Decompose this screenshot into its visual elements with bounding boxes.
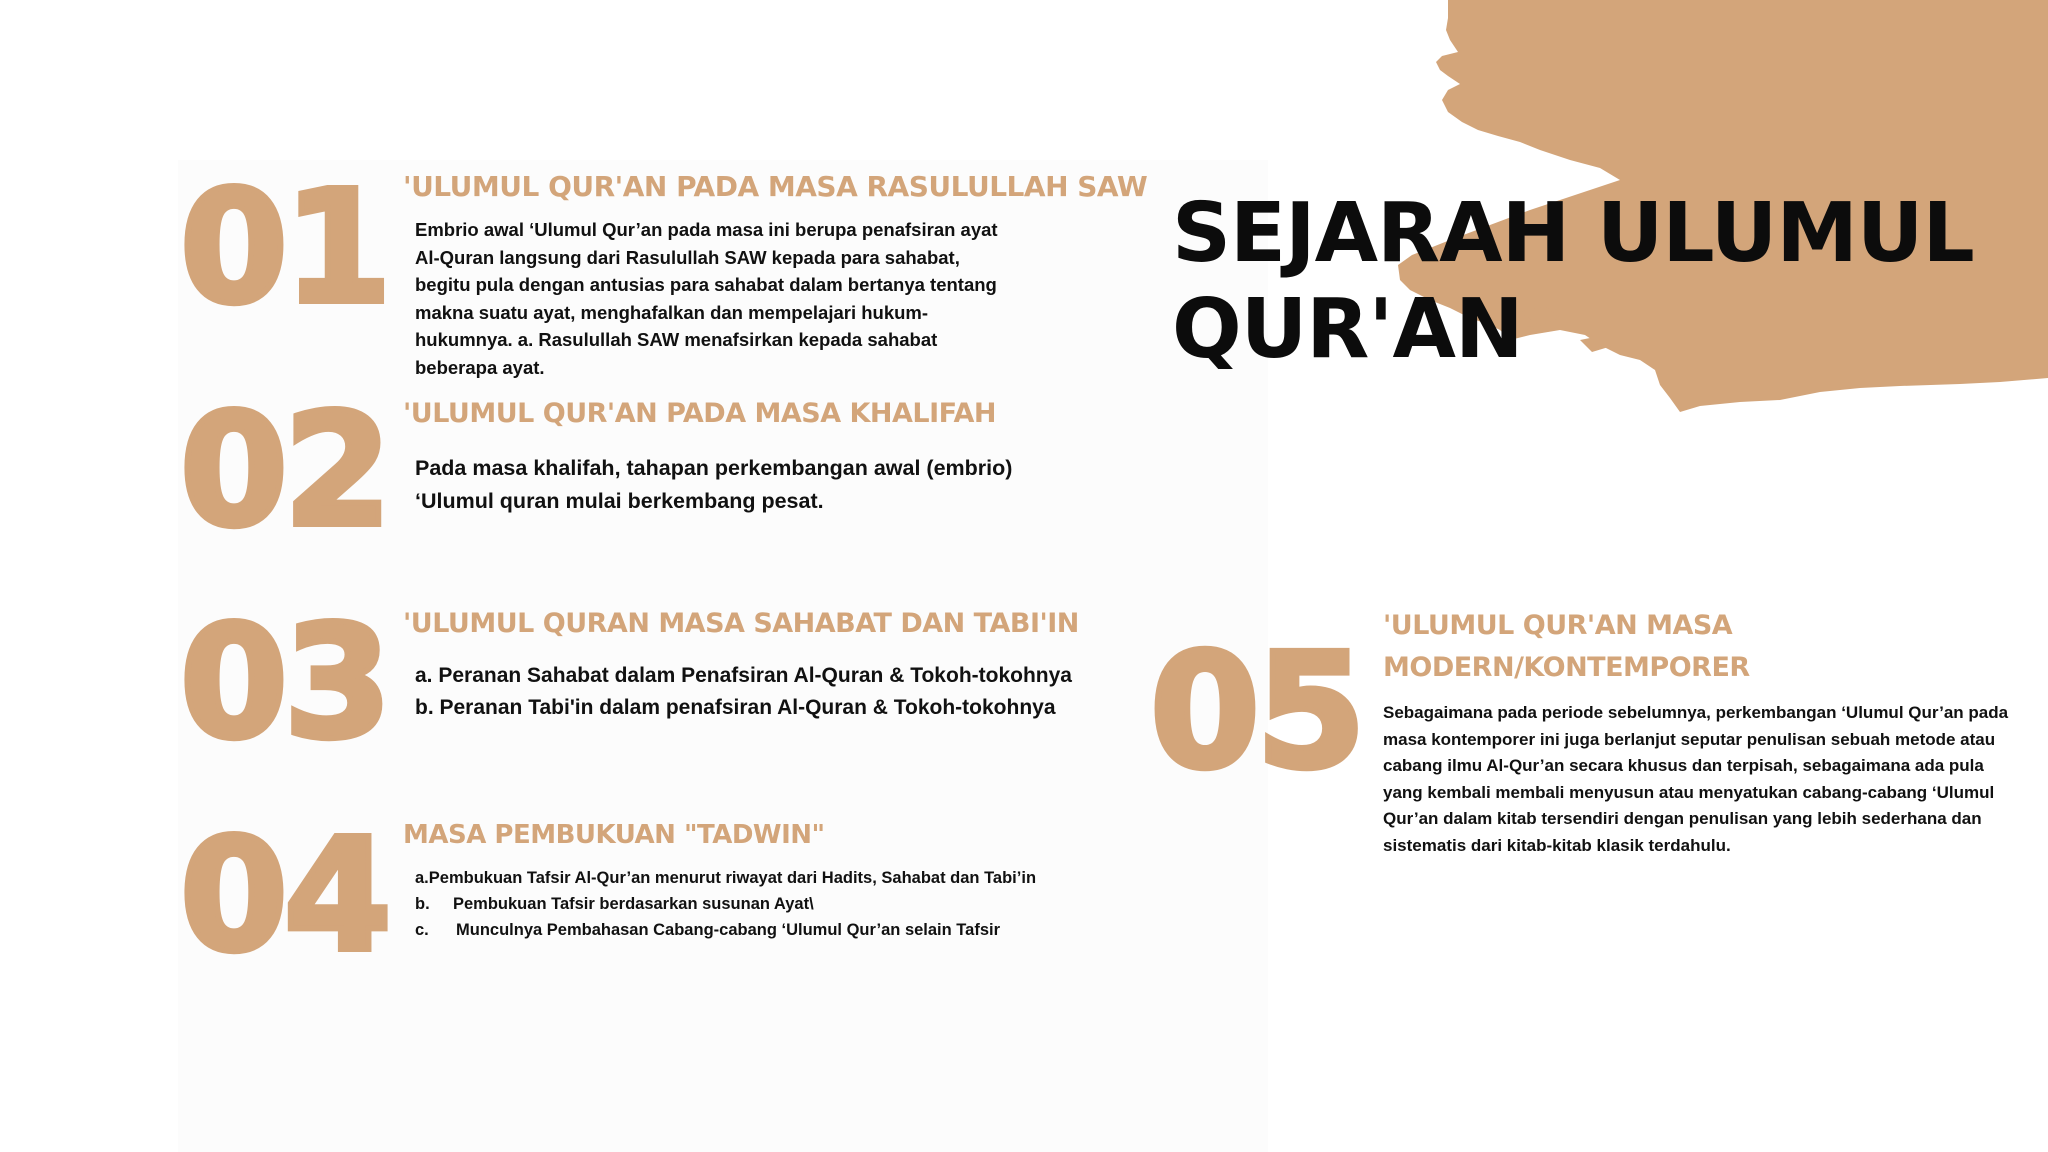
slide-title-line-2: QUR'AN	[1172, 282, 1523, 377]
section-body-05: Sebagaimana pada periode sebelumnya, perkembangan ‘Ulumul Qur’an pada masa kontemporer ini juga berlanjut seputar penulisan sebuah metode atau cabang ilmu Al-Qur’an secara khusus dan terpisah, sebagaimana ada pula yang kembali membali menyusun atau menyatukan cabang-cabang ‘Ulumul Qur’an dalam kitab tersendiri dengan penulisan yang lebih sederhana dan sistematis dari kitab-kitab klasik terdahulu.	[1383, 703, 2009, 855]
list-item-text: Munculnya Pembahasan Cabang-cabang ‘Ulumul Qur’an selain Tafsir	[456, 921, 1001, 939]
section-number-05: 05	[1150, 620, 1362, 804]
list-item	[415, 891, 1095, 917]
section-number-03: 03	[180, 592, 388, 773]
section-body-01: Embrio awal ‘Ulumul Qur’an pada masa ini berupa penafsiran ayat Al-Quran langsung dari Rasulullah SAW kepada para sahabat, begitu pula dengan antusias para sahabat dalam bertanya tentang makna suatu ayat, menghafalkan dan mempelajari hukum-hukumnya. a. Rasulullah SAW menafsirkan kepada sahabat beberapa ayat.	[415, 219, 998, 378]
section-body-02: Pada masa khalifah, tahapan perkembangan awal (embrio) ‘Ulumul quran mulai berkembang pesat.	[415, 456, 1013, 513]
list-item	[415, 917, 1095, 943]
section-heading-02: 'ULUMUL QUR'AN PADA MASA KHALIFAH	[403, 398, 997, 429]
section-heading-03: 'ULUMUL QURAN MASA SAHABAT DAN TABI'IN	[403, 608, 1079, 639]
section-03-line-b: b. Peranan Tabi'in dalam penafsiran Al-Quran & Tokoh-tokohnya	[415, 696, 1056, 719]
list-item-text: Pembukuan Tafsir Al-Qur’an menurut riwayat dari Hadits, Sahabat dan Tabi’in	[428, 869, 1037, 887]
section-heading-05: 'ULUMUL QUR'AN MASA MODERN/KONTEMPORER	[1383, 610, 1750, 683]
section-heading-04: MASA PEMBUKUAN "TADWIN"	[403, 820, 825, 850]
list-item-text: Pembukuan Tafsir berdasarkan susunan Ayat\	[453, 895, 814, 913]
list-item-marker: c.	[415, 921, 429, 939]
list-item-marker: b.	[415, 895, 430, 913]
section-03-line-a: a. Peranan Sahabat dalam Penafsiran Al-Quran & Tokoh-tokohnya	[415, 664, 1072, 687]
slide-title-line-1: SEJARAH ULUMUL	[1172, 186, 1974, 281]
section-number-01: 01	[180, 157, 388, 338]
list-item-marker: a.	[415, 869, 429, 887]
section-number-02: 02	[180, 380, 388, 561]
section-number-04: 04	[180, 805, 388, 986]
list-item	[415, 865, 1095, 891]
slide-title	[1172, 186, 1974, 378]
section-body-04	[415, 865, 1095, 943]
section-body-03	[415, 660, 1095, 724]
section-heading-01: 'ULUMUL QUR'AN PADA MASA RASULULLAH SAW	[403, 170, 1148, 203]
